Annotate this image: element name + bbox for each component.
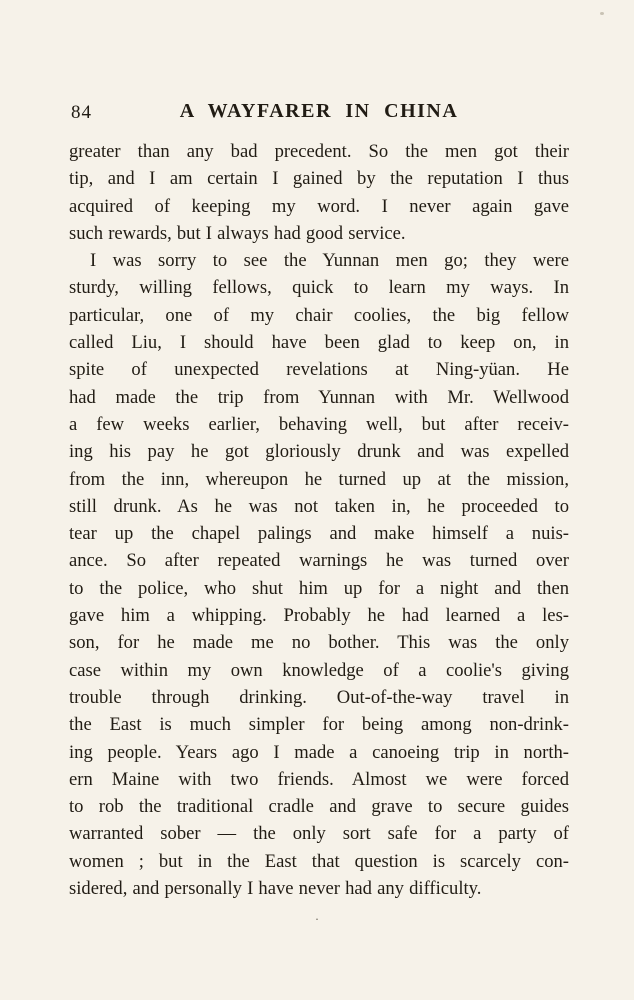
text-line: case within my own knowledge of a coolie's giving [69, 659, 569, 681]
text-line: acquired of keeping my word. I never again gave [69, 195, 569, 217]
text-line: tip, and I am certain I gained by the reputation I thus [69, 168, 569, 190]
text-line: the East is much simpler for being among non-drink- [69, 714, 569, 736]
text-line: gave him a whipping. Probably he had learned a les- [69, 605, 569, 627]
running-title: A WAYFARER IN CHINA [179, 100, 459, 122]
paragraph [69, 247, 569, 902]
text-line: ance. So after repeated warnings he was turned over [69, 550, 569, 572]
body-text [69, 138, 569, 902]
text-line: ing people. Years ago I made a canoeing trip in north- [69, 741, 569, 763]
page-number: 84 [71, 102, 92, 123]
page-bottom-mark: . [315, 908, 319, 923]
text-line: had made the trip from Yunnan with Mr. Wellwood [69, 386, 569, 408]
text-line: such rewards, but I always had good service. [69, 222, 406, 244]
text-line: spite of unexpected revelations at Ning-yüan. He [69, 359, 569, 381]
text-line: ing his pay he got gloriously drunk and was expelled [69, 441, 569, 463]
text-line: sturdy, willing fellows, quick to learn my ways. In [69, 277, 569, 299]
text-line: I was sorry to see the Yunnan men go; they were [90, 250, 569, 272]
text-line: warranted sober — the only sort safe for a party of [69, 823, 569, 845]
text-line: called Liu, I should have been glad to keep on, in [69, 332, 569, 354]
page-header [69, 100, 569, 130]
text-line: women ; but in the East that question is scarcely con- [69, 850, 569, 872]
text-line: to the police, who shut him up for a night and then [69, 577, 569, 599]
text-line: ern Maine with two friends. Almost we were forced [69, 768, 569, 790]
scan-speck [600, 12, 604, 15]
paragraph [69, 138, 569, 247]
text-line: a few weeks earlier, behaving well, but after receiv- [69, 413, 569, 435]
text-column [69, 100, 569, 902]
text-line: sidered, and personally I have never had any difficulty. [69, 878, 482, 900]
text-line: tear up the chapel palings and make himself a nuis- [69, 523, 569, 545]
text-line: son, for he made me no bother. This was the only [69, 632, 569, 654]
text-line: still drunk. As he was not taken in, he proceeded to [69, 495, 569, 517]
text-line: greater than any bad precedent. So the men got their [69, 141, 569, 162]
text-line: particular, one of my chair coolies, the big fellow [69, 304, 569, 326]
text-line: to rob the traditional cradle and grave to secure guides [69, 796, 569, 818]
text-line: trouble through drinking. Out-of-the-way travel in [69, 686, 569, 708]
text-line: from the inn, whereupon he turned up at the mission, [69, 468, 569, 490]
